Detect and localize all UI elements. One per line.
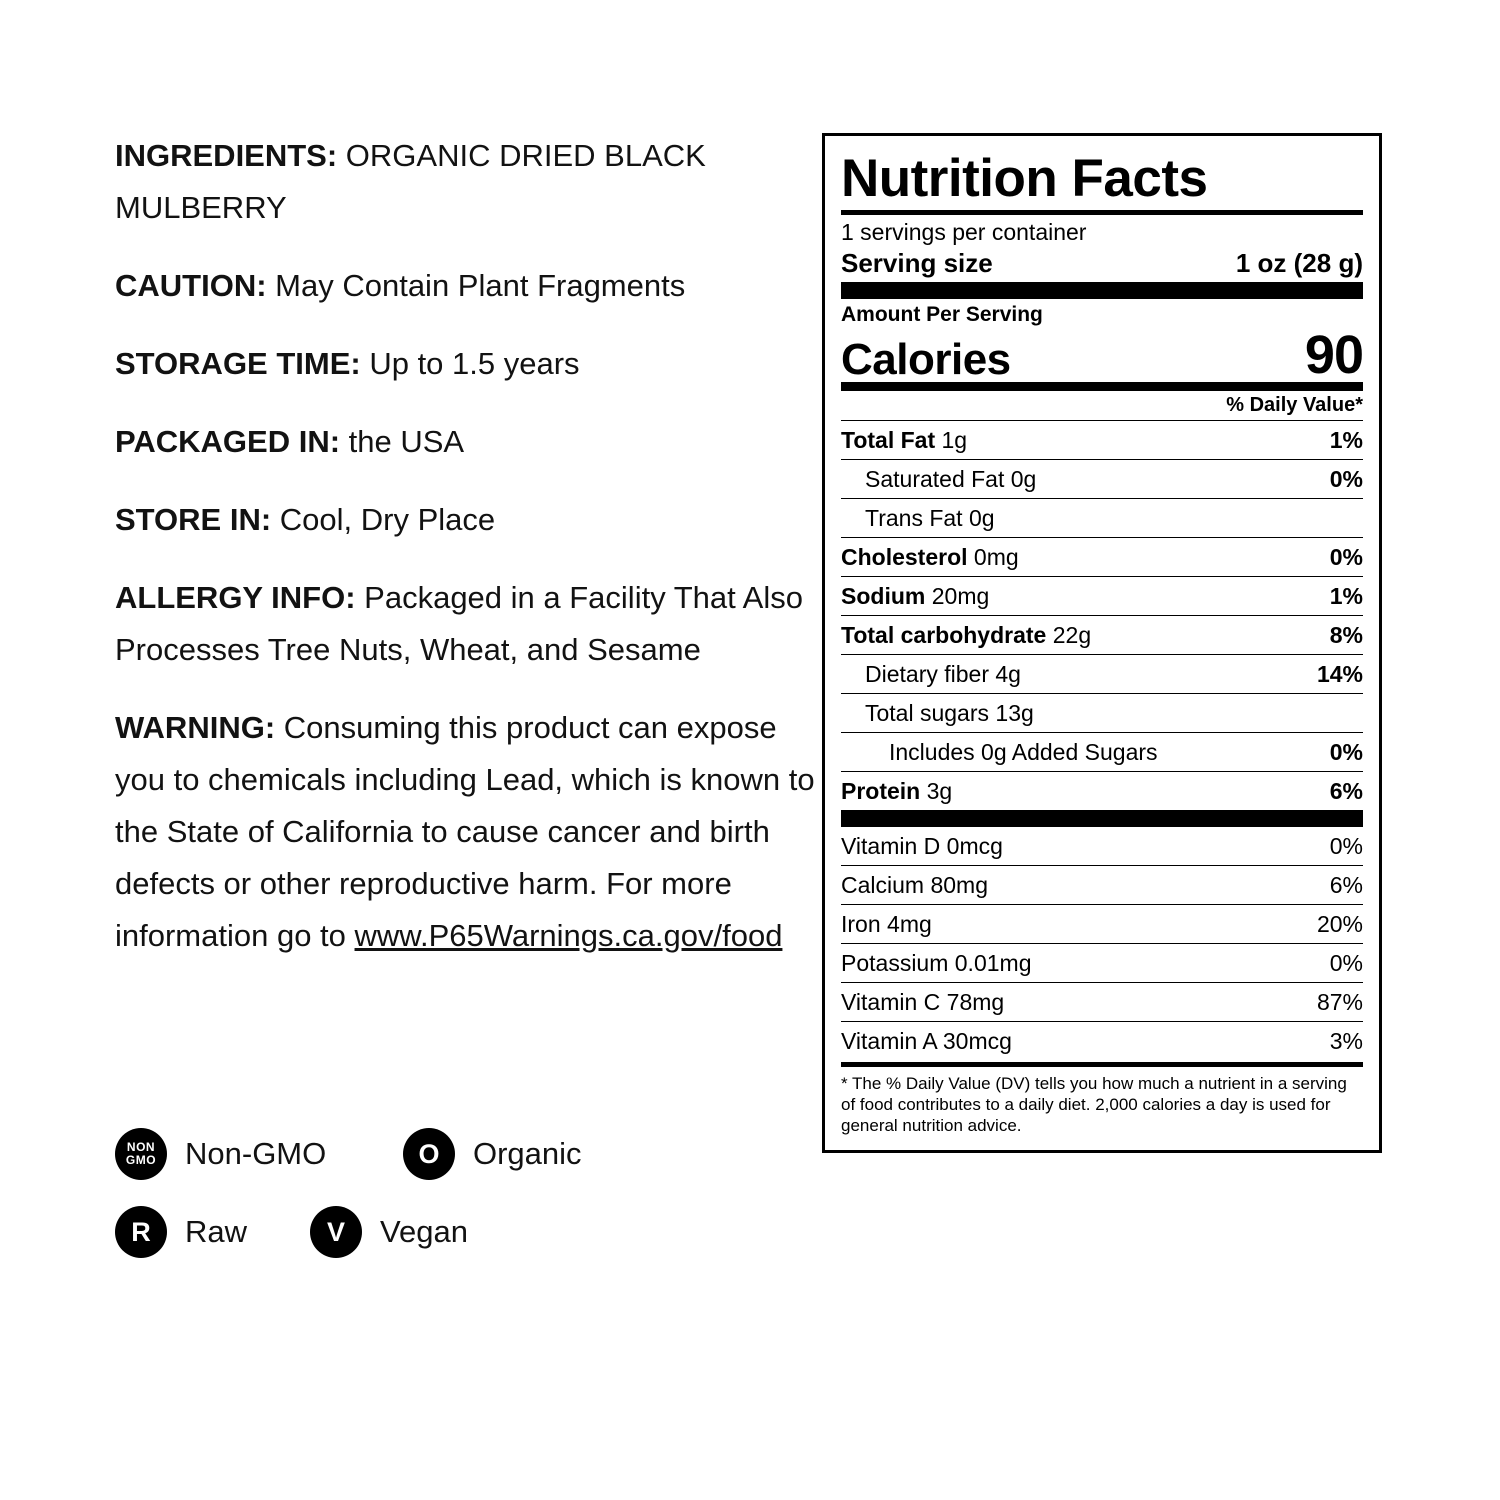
vitamin-row-vitamin-a <box>841 1021 1363 1060</box>
vitamin-dv-vitamin-c: 87% <box>1316 989 1363 1015</box>
warning-text: Consuming this product can expose you to chemicals including Lead, which is known to the State of California to cause cancer and birth defects or other reproductive harm. For more information go to <box>115 710 815 953</box>
badge-label-raw: Raw <box>185 1214 248 1249</box>
vitamin-row-calcium <box>841 865 1363 904</box>
nutrient-dv-cholesterol: 0% <box>1329 544 1363 570</box>
nutrient-row-total-fat <box>841 420 1363 459</box>
info-label-packaged-in: PACKAGED IN: <box>115 424 341 459</box>
info-value-ingredients: ORGANIC DRIED BLACK MULBERRY <box>115 138 706 225</box>
nutrient-row-trans-fat <box>841 498 1363 537</box>
divider-vitamins <box>841 810 1363 827</box>
nutrient-row-total-carbohydrate <box>841 615 1363 654</box>
nutrient-dv-total-fat: 1% <box>1329 427 1363 453</box>
non-gmo-icon-top: NON <box>126 1140 156 1154</box>
nutrient-name-cholesterol: Cholesterol <box>841 544 968 570</box>
nutrient-amount-trans-fat: 0g <box>962 505 995 531</box>
vegan-icon-letter: V <box>326 1216 345 1247</box>
info-value-allergy-info: Packaged in a Facility That Also Processes Tree Nuts, Wheat, and Sesame <box>115 580 803 667</box>
badge-vegan <box>310 1206 468 1258</box>
vitamin-name-calcium: Calcium 80mg <box>841 872 988 898</box>
nutrient-name-trans-fat: Trans Fat <box>865 505 963 531</box>
amount-per-serving-label: Amount Per Serving <box>841 303 1043 326</box>
vitamin-name-potassium: Potassium 0.01mg <box>841 950 1032 976</box>
info-value-storage-time: Up to 1.5 years <box>360 346 580 381</box>
nutrient-row-dietary-fiber <box>841 654 1363 693</box>
raw-icon-letter: R <box>131 1216 151 1247</box>
vitamin-dv-calcium: 6% <box>1329 872 1363 898</box>
info-label-caution: CAUTION: <box>115 268 267 303</box>
nutrient-name-total-fat: Total Fat <box>841 427 936 453</box>
badge-label-organic: Organic <box>473 1136 582 1171</box>
daily-value-header: % Daily Value* <box>1226 394 1363 416</box>
warning-label: WARNING: <box>115 710 276 745</box>
nutrient-name-total-carbohydrate: Total carbohydrate <box>841 622 1047 648</box>
non-gmo-icon-bottom: GMO <box>125 1153 157 1167</box>
serving-size-value: 1 oz (28 g) <box>1235 248 1363 278</box>
nutrient-name-dietary-fiber: Dietary fiber <box>865 661 989 687</box>
divider-serving <box>841 282 1363 299</box>
vitamin-dv-potassium: 0% <box>1329 950 1363 976</box>
product-info-panel <box>115 130 815 972</box>
vitamin-row-vitamin-c <box>841 982 1363 1021</box>
nutrient-dv-saturated-fat: 0% <box>1329 466 1363 492</box>
vitamin-name-vitamin-a: Vitamin A 30mcg <box>841 1028 1012 1054</box>
info-label-storage-time: STORAGE TIME: <box>115 346 361 381</box>
serving-size-row <box>841 247 1363 282</box>
info-value-caution: May Contain Plant Fragments <box>266 268 686 303</box>
serving-size-label: Serving size <box>841 248 993 278</box>
nutrient-dv-total-carbohydrate: 8% <box>1329 622 1363 648</box>
daily-value-footnote: * The % Daily Value (DV) tells you how much a nutrient in a serving of food contributes to a daily diet. 2,000 calories a day is used for general nutrition advice. <box>841 1062 1363 1136</box>
vitamin-dv-iron: 20% <box>1316 911 1363 937</box>
badge-row-2 <box>115 1206 815 1258</box>
vitamin-row-vitamin-d <box>841 827 1363 865</box>
calories-label: Calories <box>841 335 1011 384</box>
nutrient-row-added-sugars <box>841 732 1363 771</box>
info-line-storage-time <box>115 338 815 390</box>
nutrient-row-protein <box>841 771 1363 810</box>
vegan-icon <box>310 1206 362 1258</box>
nutrient-name-saturated-fat: Saturated Fat <box>865 466 1005 492</box>
badge-raw <box>115 1206 310 1258</box>
vitamin-row-potassium <box>841 943 1363 982</box>
nutrient-amount-sodium: 20mg <box>925 583 990 609</box>
nutrient-name-added-sugars: Includes 0g Added Sugars <box>889 739 1158 765</box>
vitamin-name-iron: Iron 4mg <box>841 911 932 937</box>
vitamin-dv-vitamin-a: 3% <box>1329 1028 1363 1054</box>
nutrient-name-total-sugars: Total sugars <box>865 700 990 726</box>
calories-row <box>841 325 1363 385</box>
info-line-caution <box>115 260 815 312</box>
info-label-ingredients: INGREDIENTS: <box>115 138 338 173</box>
nutrient-row-total-sugars <box>841 693 1363 732</box>
nutrient-row-sodium <box>841 576 1363 615</box>
nutrition-facts-title: Nutrition Facts <box>841 149 1208 208</box>
prop65-link[interactable]: www.P65Warnings.ca.gov/food <box>354 918 783 953</box>
servings-per-container: 1 servings per container <box>841 219 1087 245</box>
badge-non-gmo <box>115 1128 335 1180</box>
nutrient-amount-saturated-fat: 0g <box>1004 466 1037 492</box>
info-value-store-in: Cool, Dry Place <box>271 502 496 537</box>
nutrient-dv-protein: 6% <box>1329 778 1363 804</box>
info-value-packaged-in: the USA <box>340 424 465 459</box>
nutrient-dv-dietary-fiber: 14% <box>1316 661 1363 687</box>
nutrient-row-saturated-fat <box>841 459 1363 498</box>
badge-label-non-gmo: Non-GMO <box>185 1136 327 1171</box>
nutrient-dv-added-sugars: 0% <box>1329 739 1363 765</box>
non-gmo-icon <box>115 1128 167 1180</box>
vitamin-row-iron <box>841 904 1363 943</box>
badge-label-vegan: Vegan <box>380 1214 468 1249</box>
info-label-allergy-info: ALLERGY INFO: <box>115 580 356 615</box>
nutrient-name-sodium: Sodium <box>841 583 926 609</box>
nutrient-amount-total-sugars: 13g <box>989 700 1034 726</box>
raw-icon <box>115 1206 167 1258</box>
certification-badges <box>115 1128 815 1284</box>
organic-icon <box>403 1128 455 1180</box>
info-line-store-in <box>115 494 815 546</box>
nutrient-amount-total-fat: 1g <box>935 427 968 453</box>
nutrient-amount-cholesterol: 0mg <box>967 544 1019 570</box>
nutrient-amount-protein: 3g <box>920 778 953 804</box>
nutrient-row-cholesterol <box>841 537 1363 576</box>
badge-organic <box>403 1128 582 1180</box>
nutrient-amount-total-carbohydrate: 22g <box>1046 622 1092 648</box>
vitamin-dv-vitamin-d: 0% <box>1329 833 1363 859</box>
calories-value: 90 <box>1304 325 1363 385</box>
organic-icon-letter: O <box>418 1138 440 1169</box>
nutrient-dv-sodium: 1% <box>1329 583 1363 609</box>
nutrition-facts-panel <box>822 133 1382 1153</box>
nutrient-amount-dietary-fiber: 4g <box>988 661 1021 687</box>
nutrient-name-protein: Protein <box>841 778 921 804</box>
info-line-packaged-in <box>115 416 815 468</box>
info-line-allergy-info <box>115 572 815 676</box>
info-line-ingredients <box>115 130 815 234</box>
info-label-store-in: STORE IN: <box>115 502 272 537</box>
prop65-warning <box>115 702 815 962</box>
badge-row-1 <box>115 1128 815 1180</box>
vitamin-name-vitamin-d: Vitamin D 0mcg <box>841 833 1003 859</box>
vitamin-name-vitamin-c: Vitamin C 78mg <box>841 989 1005 1015</box>
